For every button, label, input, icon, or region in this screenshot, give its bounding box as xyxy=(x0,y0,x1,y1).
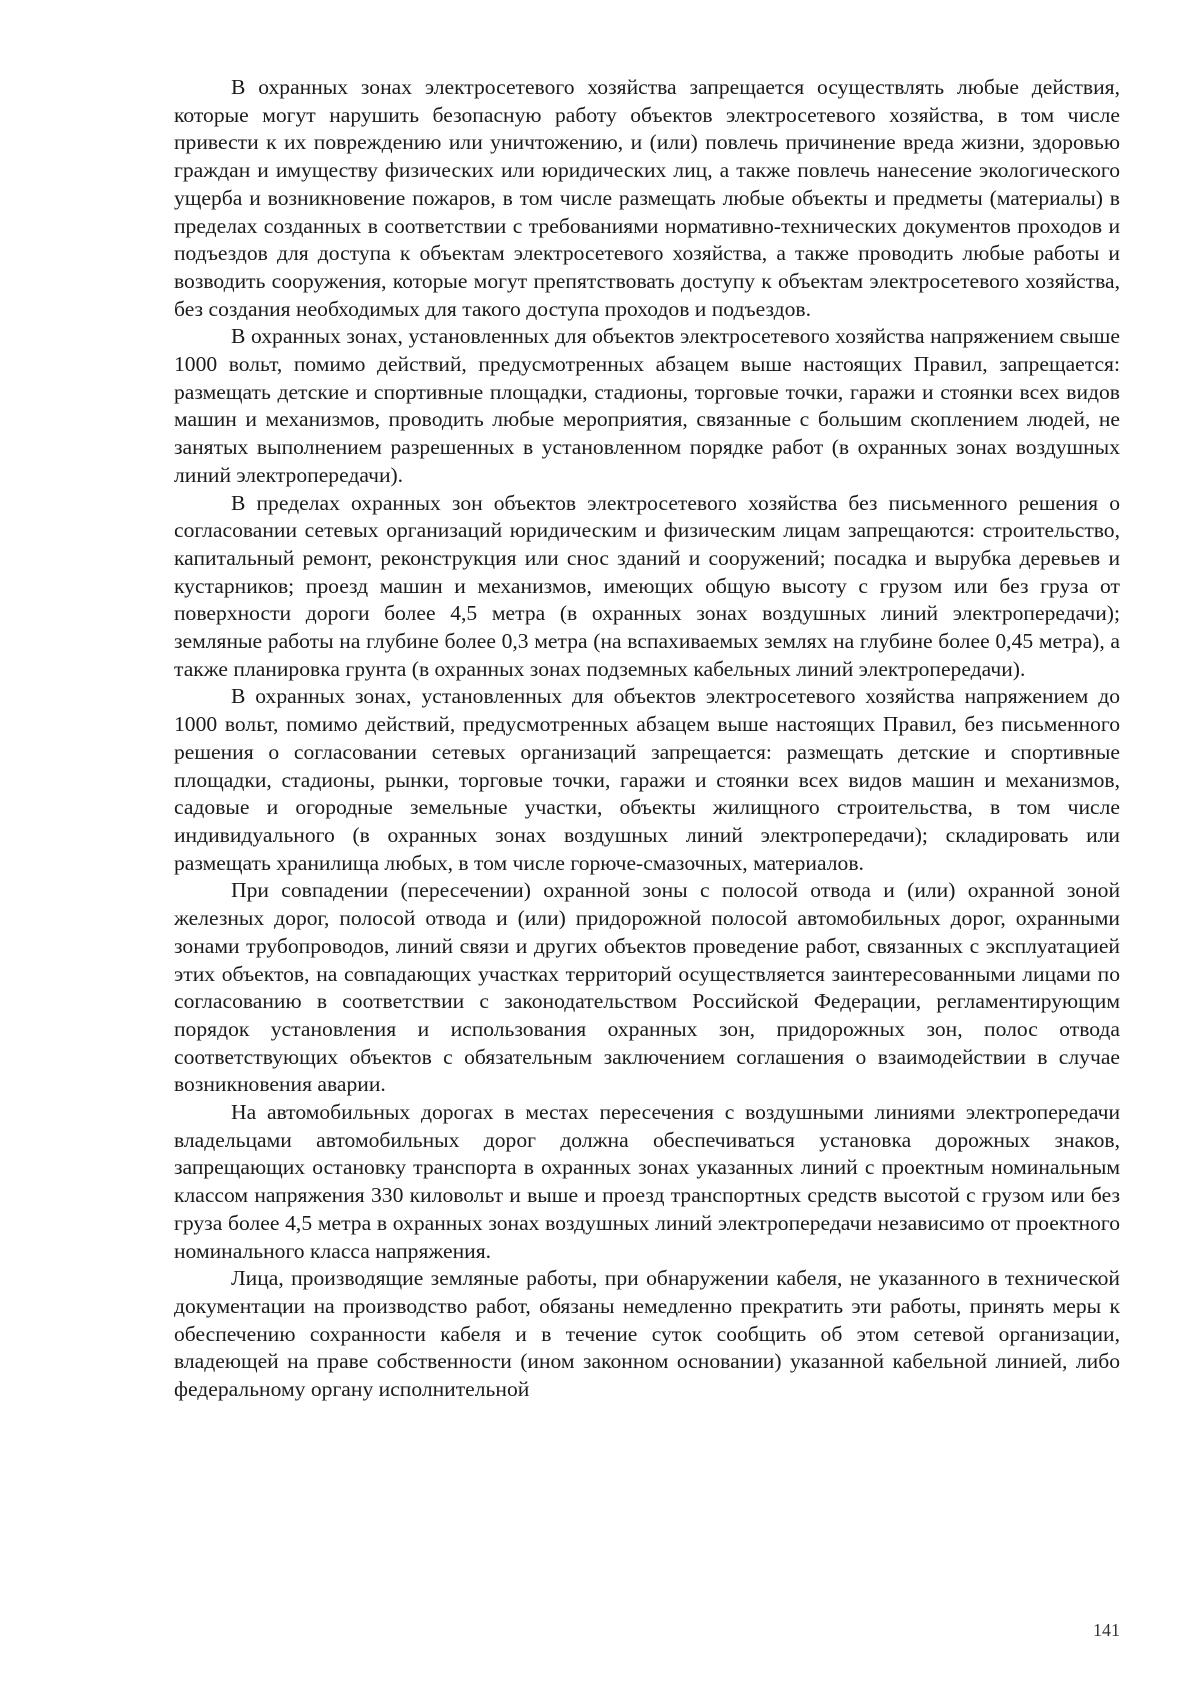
paragraph: При совпадении (пересечении) охранной зоны с полосой отвода и (или) охранной зоной железных дорог, полосой отвода и (или) придорожной полосой автомобильных дорог, охранными зонами трубопроводов, линий связи и других объектов проведение работ, связанных с эксплуатацией этих объектов, на совпадающих участках территорий осуществляется заинтересованными лицами по согласованию в соответствии с законодательством Российской Федерации, регламентирующим порядок установления и использования охранных зон, придорожных зон, полос отвода соответствующих объектов с обязательным заключением соглашения о взаимодействии в случае возникновения аварии. xyxy=(174,878,1120,1097)
paragraph: Лица, производящие земляные работы, при обнаружении кабеля, не указанного в технической документации на производство работ, обязаны немедленно прекратить эти работы, принять меры к обеспечению сохранности кабеля и в течение суток сообщить об этом сетевой организации, владеющей на праве собственности (ином законном основании) указанной кабельной линией, либо федеральному органу исполнительной xyxy=(174,1266,1120,1402)
paragraph: В охранных зонах, установленных для объектов электросетевого хозяйства напряжением до 1000 вольт, помимо действий, предусмотренных абзацем выше настоящих Правил, без письменного решения о согласовании сетевых организаций запрещается: размещать детские и спортивные площадки, стадионы, рынки, торговые точки, гаражи и стоянки всех видов машин и механизмов, садовые и огородные земельные участки, объекты жилищного строительства, в том числе индивидуального (в охранных зонах воздушных линий электропередачи); складировать или размещать хранилища любых, в том числе горюче-смазочных, материалов. xyxy=(174,684,1120,875)
document-body xyxy=(174,74,1120,1404)
paragraph: В пределах охранных зон объектов электросетевого хозяйства без письменного решения о согласовании сетевых организаций юридическим и физическим лицам запрещаются: строительство, капитальный ремонт, реконструкция или снос зданий и сооружений; посадка и вырубка деревьев и кустарников; проезд машин и механизмов, имеющих общую высоту с грузом или без груза от поверхности дороги более 4,5 метра (в охранных зонах воздушных линий электропередачи); земляные работы на глубине более 0,3 метра (на вспахиваемых землях на глубине более 0,45 метра), а также планировка грунта (в охранных зонах подземных кабельных линий электропередачи). xyxy=(174,490,1120,681)
paragraph: В охранных зонах электросетевого хозяйства запрещается осуществлять любые действия, которые могут нарушить безопасную работу объектов электросетевого хозяйства, в том числе привести к их повреждению или уничтожению, и (или) повлечь причинение вреда жизни, здоровью граждан и имуществу физических или юридических лиц, а также повлечь нанесение экологического ущерба и возникновение пожаров, в том числе размещать любые объекты и предметы (материалы) в пределах созданных в соответствии с требованиями нормативно-технических документов проходов и подъездов для доступа к объектам электросетевого хозяйства, а также проводить любые работы и возводить сооружения, которые могут препятствовать доступу к объектам электросетевого хозяйства, без создания необходимых для такого доступа проходов и подъездов. xyxy=(174,75,1120,321)
page-number: 141 xyxy=(1093,1620,1120,1640)
paragraph: В охранных зонах, установленных для объектов электросетевого хозяйства напряжением свыше 1000 вольт, помимо действий, предусмотренных абзацем выше настоящих Правил, запрещается: размещать детские и спортивные площадки, стадионы, торговые точки, гаражи и стоянки всех видов машин и механизмов, проводить любые мероприятия, связанные с большим скоплением людей, не занятых выполнением разрешенных в установленном порядке работ (в охранных зонах воздушных линий электропередачи). xyxy=(174,324,1120,487)
paragraph: На автомобильных дорогах в местах пересечения с воздушными линиями электропередачи владельцами автомобильных дорог должна обеспечиваться установка дорожных знаков, запрещающих остановку транспорта в охранных зонах указанных линий с проектным номинальным классом напряжения 330 киловольт и выше и проезд транспортных средств высотой с грузом или без груза более 4,5 метра в охранных зонах воздушных линий электропередачи независимо от проектного номинального класса напряжения. xyxy=(174,1100,1120,1263)
